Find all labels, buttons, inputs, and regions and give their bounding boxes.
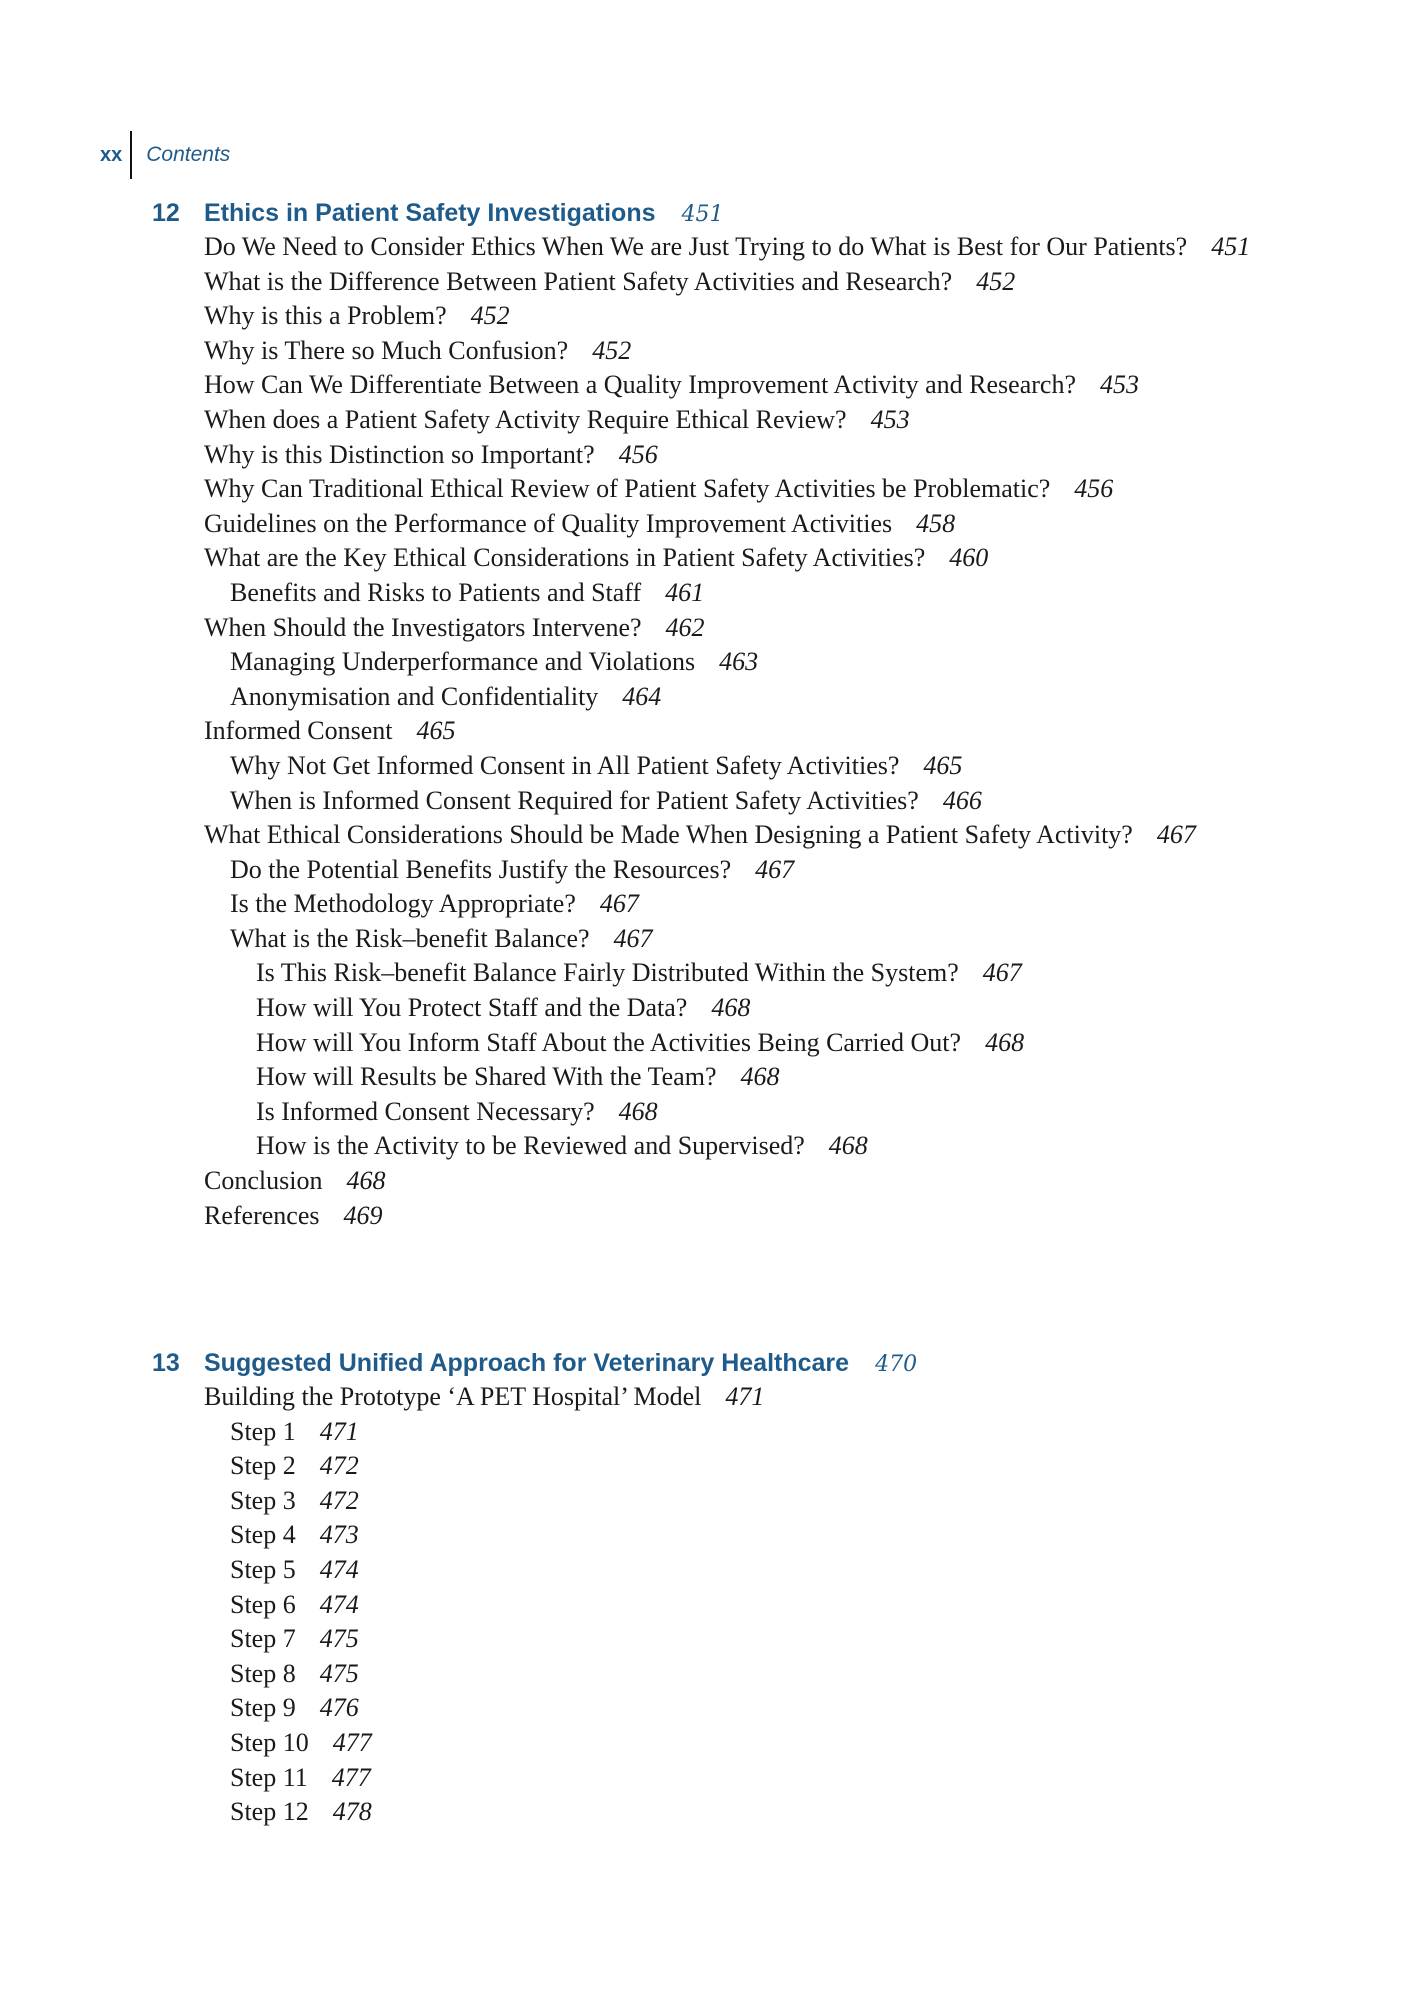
toc-entry-list [152, 230, 1252, 1233]
toc-entry-page: 474 [319, 1589, 359, 1619]
toc-entry[interactable] [152, 230, 1252, 265]
toc-entry-page: 468 [346, 1166, 386, 1196]
toc-entry[interactable] [152, 1726, 1252, 1761]
toc-entry[interactable] [152, 956, 1252, 991]
toc-entry-page: 467 [599, 889, 639, 919]
toc-entry-page: 475 [319, 1624, 359, 1654]
toc-entry-title: Why is this Distinction so Important? [204, 439, 595, 469]
toc-entry-page: 458 [916, 508, 956, 538]
toc-entry-page: 460 [949, 543, 989, 573]
header-divider [130, 131, 132, 179]
toc-entry[interactable] [152, 818, 1252, 853]
toc-entry[interactable] [152, 645, 1252, 680]
toc-entry[interactable] [152, 1060, 1252, 1095]
toc-entry[interactable] [152, 1129, 1252, 1164]
toc-entry[interactable] [152, 1199, 1252, 1234]
toc-entry-page: 477 [332, 1727, 372, 1757]
toc-entry[interactable] [152, 541, 1252, 576]
toc-entry-title: Do We Need to Consider Ethics When We are Just Trying to do What is Best for Our Patients? [204, 232, 1188, 261]
toc-entry[interactable] [152, 576, 1252, 611]
toc-entry-page: 478 [332, 1797, 372, 1827]
toc-entry-page: 465 [923, 750, 963, 780]
toc-entry-page: 468 [740, 1062, 780, 1092]
toc-entry-page: 467 [755, 854, 795, 884]
page-number: xx [100, 143, 123, 166]
toc-entry[interactable] [152, 853, 1252, 888]
toc-entry-title: Step 11 [230, 1762, 308, 1792]
toc-entry[interactable] [152, 1588, 1252, 1623]
toc-entry-title: Step 3 [230, 1485, 296, 1515]
toc-entry[interactable] [152, 1795, 1252, 1830]
chapter-title: Ethics in Patient Safety Investigations [204, 199, 656, 227]
toc-entry[interactable] [152, 1657, 1252, 1692]
chapter-title: Suggested Unified Approach for Veterinary Healthcare [204, 1349, 850, 1377]
chapter-number: 12 [152, 199, 180, 227]
toc-entry-page: 471 [319, 1416, 359, 1446]
toc-entry-page: 474 [319, 1554, 359, 1584]
toc-entry-title: Is This Risk–benefit Balance Fairly Distributed Within the System? [256, 958, 959, 988]
toc-entry-page: 453 [1100, 370, 1139, 400]
chapter-12 [152, 196, 1252, 1233]
toc-entry-page: 467 [613, 923, 653, 953]
toc-entry[interactable] [152, 749, 1252, 784]
toc-entry-page: 456 [618, 439, 658, 469]
toc-entry[interactable] [152, 438, 1252, 473]
toc-entry-title: Why is this a Problem? [204, 301, 447, 331]
chapter-page: 451 [681, 202, 724, 227]
toc-entry-title: Step 9 [230, 1693, 296, 1723]
toc-entry-page: 468 [618, 1096, 658, 1126]
toc-entry-title: Step 1 [230, 1416, 296, 1446]
toc-entry-page: 462 [665, 612, 705, 642]
toc-entry-page: 452 [976, 266, 1016, 296]
toc-entry-page: 468 [828, 1131, 868, 1161]
toc-entry-page: 461 [665, 577, 705, 607]
toc-entry-title: What Ethical Considerations Should be Made When Designing a Patient Safety Activity? [204, 820, 1133, 850]
toc-entry[interactable] [152, 680, 1252, 715]
chapter-page: 470 [875, 1352, 918, 1377]
toc-entry-title: Informed Consent [204, 716, 393, 746]
toc-entry-page: 464 [622, 681, 662, 711]
toc-entry-page: 468 [711, 993, 751, 1023]
toc-entry-page: 473 [319, 1520, 359, 1550]
toc-entry-page: 463 [719, 647, 759, 677]
toc-entry-page: 469 [343, 1200, 383, 1230]
chapter-number: 13 [152, 1349, 180, 1377]
toc-entry-page: 476 [319, 1693, 359, 1723]
toc-entry-title: Building the Prototype ‘A PET Hospital’ Model [204, 1382, 702, 1411]
toc-entry-title: Is the Methodology Appropriate? [230, 889, 576, 919]
toc-entry-title: Benefits and Risks to Patients and Staff [230, 577, 642, 607]
toc-entry-page: 467 [1156, 820, 1196, 850]
toc-entry[interactable] [152, 1484, 1252, 1519]
toc-entry[interactable] [152, 1553, 1252, 1588]
toc-entry-title: Conclusion [204, 1166, 323, 1196]
toc-entry-title: Why is There so Much Confusion? [204, 335, 569, 365]
toc-entry[interactable] [152, 1164, 1252, 1199]
toc-entry-title: Step 6 [230, 1589, 296, 1619]
toc-entry[interactable] [152, 1518, 1252, 1553]
toc-entry-title: What are the Key Ethical Considerations in Patient Safety Activities? [204, 543, 926, 573]
toc-entry-page: 472 [319, 1485, 359, 1515]
toc-entry-title: Anonymisation and Confidentiality [230, 681, 599, 711]
toc-entry-title: What is the Difference Between Patient Safety Activities and Research? [204, 266, 953, 296]
toc-entry-title: When is Informed Consent Required for Patient Safety Activities? [230, 785, 919, 815]
toc-entry[interactable] [152, 1691, 1252, 1726]
toc-entry[interactable] [152, 1622, 1252, 1657]
toc-entry[interactable] [152, 611, 1252, 646]
toc-entry-page: 456 [1074, 474, 1114, 504]
toc-entry-page: 452 [592, 335, 632, 365]
toc-entry-title: How will You Protect Staff and the Data? [256, 993, 688, 1023]
toc-entry-title: Do the Potential Benefits Justify the Resources? [230, 854, 732, 884]
toc-entry[interactable] [152, 472, 1252, 507]
page-header [100, 131, 230, 179]
toc-entry-page: 451 [1211, 232, 1251, 261]
toc-entry[interactable] [152, 714, 1252, 749]
toc-entry-title: Why Can Traditional Ethical Review of Patient Safety Activities be Problematic? [204, 474, 1051, 504]
toc-entry[interactable] [152, 265, 1252, 300]
toc-entry-title: How is the Activity to be Reviewed and Supervised? [256, 1131, 805, 1161]
toc-entry-title: Step 7 [230, 1624, 296, 1654]
toc-entry[interactable] [152, 1761, 1252, 1796]
toc-entry[interactable] [152, 1026, 1252, 1061]
toc-entry-page: 452 [470, 301, 510, 331]
toc-entry-title: Step 2 [230, 1451, 296, 1481]
toc-entry-title: What is the Risk–benefit Balance? [230, 923, 590, 953]
toc-entry-title: How will You Inform Staff About the Activities Being Carried Out? [256, 1027, 962, 1057]
chapter-13 [152, 1346, 1252, 1830]
toc-entry-page: 465 [416, 716, 456, 746]
toc-entry-title: References [204, 1200, 320, 1230]
toc-entry[interactable] [152, 1380, 1252, 1415]
toc-entry[interactable] [152, 1095, 1252, 1130]
toc-entry-title: Step 5 [230, 1554, 296, 1584]
toc-entry[interactable] [152, 922, 1252, 957]
toc-entry[interactable] [152, 368, 1252, 403]
toc-entry-page: 472 [319, 1451, 359, 1481]
toc-entry-title: How Can We Differentiate Between a Quality Improvement Activity and Research? [204, 370, 1076, 400]
toc-entry-page: 453 [870, 404, 910, 434]
toc-entry[interactable] [152, 334, 1252, 369]
toc-entry-page: 466 [942, 785, 982, 815]
toc-entry[interactable] [152, 1415, 1252, 1450]
toc-entry-title: When Should the Investigators Intervene? [204, 612, 642, 642]
toc-entry[interactable] [152, 887, 1252, 922]
toc-entry-title: Is Informed Consent Necessary? [256, 1096, 595, 1126]
running-head: Contents [146, 143, 231, 166]
toc-entry[interactable] [152, 1449, 1252, 1484]
toc-entry-title: Step 10 [230, 1727, 309, 1757]
toc-entry-page: 471 [725, 1382, 765, 1411]
toc-entry-page: 468 [985, 1027, 1025, 1057]
toc-entry-title: When does a Patient Safety Activity Require Ethical Review? [204, 404, 847, 434]
chapter-heading[interactable] [152, 196, 1252, 230]
toc-entry-title: Step 12 [230, 1797, 309, 1827]
toc-entry[interactable] [152, 403, 1252, 438]
toc-entry-title: How will Results be Shared With the Team? [256, 1062, 717, 1092]
toc-entry[interactable] [152, 991, 1252, 1026]
toc-entry[interactable] [152, 507, 1252, 542]
toc-entry-page: 475 [319, 1658, 359, 1688]
toc-entry-title: Why Not Get Informed Consent in All Patient Safety Activities? [230, 750, 900, 780]
toc-entry[interactable] [152, 299, 1252, 334]
toc-entry-list [152, 1380, 1252, 1830]
toc-entry-page: 477 [331, 1762, 371, 1792]
toc-entry-title: Guidelines on the Performance of Quality Improvement Activities [204, 508, 893, 538]
chapter-heading[interactable] [152, 1346, 1252, 1380]
toc-entry-title: Step 4 [230, 1520, 296, 1550]
toc-entry[interactable] [152, 784, 1252, 819]
toc-entry-page: 467 [982, 958, 1022, 988]
toc-entry-title: Step 8 [230, 1658, 296, 1688]
toc-entry-title: Managing Underperformance and Violations [230, 647, 696, 677]
